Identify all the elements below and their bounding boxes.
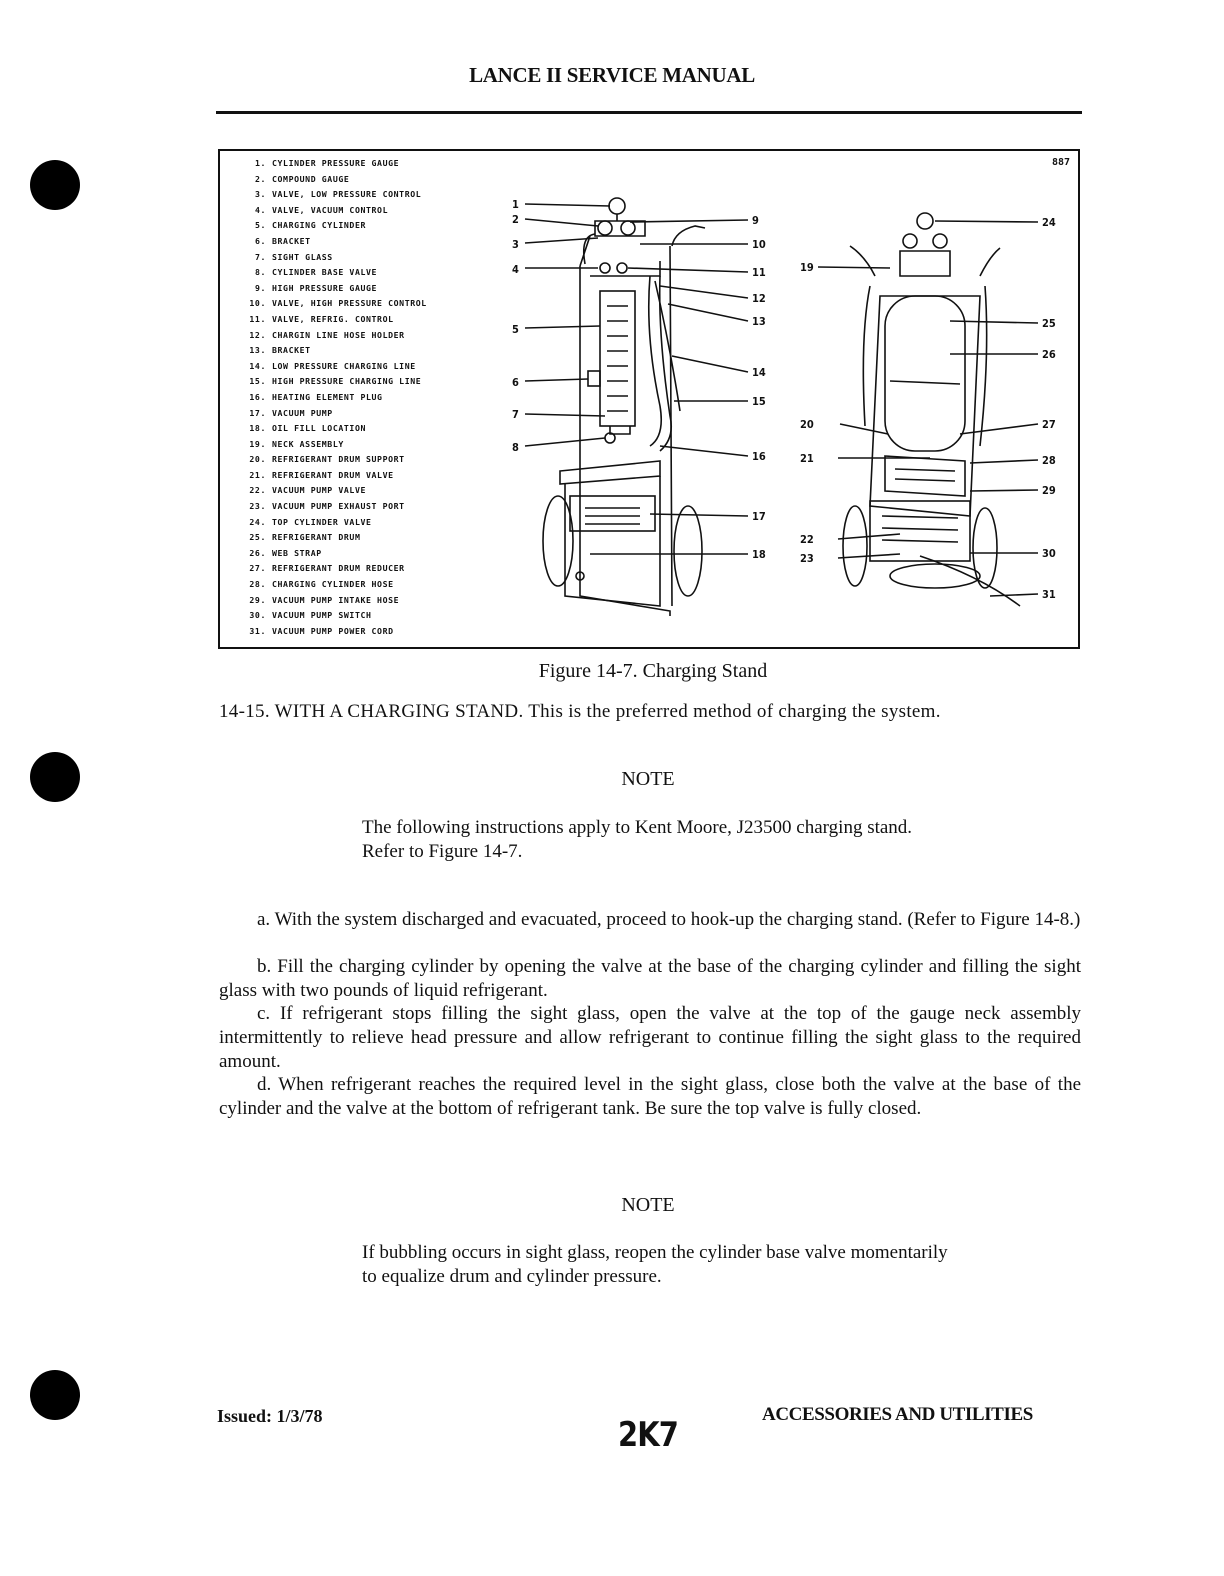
legend-item-label: HIGH PRESSURE CHARGING LINE [272, 376, 422, 387]
legend-item-label: CHARGIN LINE HOSE HOLDER [272, 329, 405, 340]
section-paragraph: 14-15. WITH A CHARGING STAND. This is the preferred method of charging the system. [219, 701, 941, 722]
legend-item [242, 218, 427, 234]
legend-item [242, 499, 427, 515]
legend-item-label: VACUUM PUMP INTAKE HOSE [272, 594, 400, 605]
legend-item [242, 624, 427, 640]
legend-item-number: 15. [249, 376, 266, 387]
callout-27: 27 [1042, 418, 1056, 431]
figure-charging-stand [218, 149, 1080, 649]
callout-16: 16 [752, 450, 766, 463]
legend-item-number: 17. [249, 407, 266, 418]
callout-13: 13 [752, 315, 766, 328]
legend-item [242, 546, 427, 562]
legend-item-number: 30. [249, 610, 266, 621]
legend-item-label: BRACKET [272, 235, 311, 246]
legend-item-label: REFRIGERANT DRUM REDUCER [272, 563, 405, 574]
legend-item [242, 203, 427, 219]
legend-item-number: 24. [249, 516, 266, 527]
legend-item-number: 21. [249, 469, 266, 480]
callout-20: 20 [800, 418, 814, 431]
legend-item [242, 515, 427, 531]
callout-19: 19 [800, 261, 814, 274]
left-wheel [543, 496, 573, 586]
legend-item-number: 23. [249, 501, 266, 512]
callout-25: 25 [1042, 317, 1056, 330]
charging-cylinder [600, 291, 635, 426]
callout-1: 1 [512, 198, 519, 211]
legend-item [242, 561, 427, 577]
legend-item [242, 359, 427, 375]
callout-2: 2 [512, 213, 519, 226]
legend-item-number: 4. [254, 204, 266, 215]
page-number: 2K7 [618, 1415, 679, 1455]
legend-item-label: VACUUM PUMP VALVE [272, 485, 366, 496]
punch-hole-bottom [30, 1370, 80, 1420]
legend-item [242, 265, 427, 281]
legend-item-number: 1. [254, 158, 266, 168]
legend-item-label: VALVE, HIGH PRESSURE CONTROL [272, 298, 427, 309]
legend-item-label: VACUUM PUMP [272, 407, 333, 418]
legend-item-label: VALVE, LOW PRESSURE CONTROL [272, 189, 422, 200]
legend-item-number: 20. [249, 454, 266, 465]
section-title: ACCESSORIES AND UTILITIES [762, 1404, 1033, 1425]
legend-item [242, 312, 427, 328]
callout-15: 15 [752, 395, 766, 408]
left-stand-frame [580, 266, 670, 616]
legend-item-label: VALVE, REFRIG. CONTROL [272, 313, 394, 324]
step-a: a. With the system discharged and evacuated, proceed to hook-up the charging stand. (Refer to Figure 14-8.) [257, 909, 1081, 930]
callout-10: 10 [752, 238, 766, 251]
right-stand-frame [870, 296, 980, 516]
legend-item-number: 29. [249, 594, 266, 605]
legend-item-label: LOW PRESSURE CHARGING LINE [272, 360, 416, 371]
step-d: d. When refrigerant reaches the required level in the sight glass, close both the valve at the base of the cylinder and the valve at the bottom of refrigerant tank. Be sure the top valve is fully closed. [219, 1074, 1081, 1119]
header-rule [216, 111, 1082, 114]
legend-item-number: 10. [249, 298, 266, 309]
legend-item [242, 421, 427, 437]
note-text-2: If bubbling occurs in sight glass, reopen the cylinder base valve momentarily to equalize drum and cylinder pressure. [362, 1242, 948, 1287]
callout-17: 17 [752, 510, 766, 523]
callout-26: 26 [1042, 348, 1056, 361]
punch-hole-top [30, 160, 80, 210]
legend-item-label: CYLINDER BASE VALVE [272, 267, 378, 278]
legend-item [242, 390, 427, 406]
callout-29: 29 [1042, 484, 1056, 497]
legend-item-number: 8. [254, 267, 266, 278]
legend-item [242, 296, 427, 312]
legend-item-label: VALVE, VACUUM CONTROL [272, 204, 389, 215]
legend-item-number: 16. [249, 391, 266, 402]
legend-item-number: 12. [249, 329, 266, 340]
legend-item-number: 19. [249, 438, 266, 449]
legend-item-label: VACUUM PUMP EXHAUST PORT [272, 501, 405, 512]
callout-6: 6 [512, 376, 519, 389]
refrigerant-drum [885, 296, 965, 451]
callout-9: 9 [752, 214, 759, 227]
legend-item-label: REFRIGERANT DRUM [272, 532, 361, 543]
legend-item [242, 250, 427, 266]
legend-item-label: SIGHT GLASS [272, 251, 333, 262]
legend-item-number: 9. [254, 282, 266, 293]
legend-item [242, 374, 427, 390]
legend-item-number: 2. [254, 173, 266, 184]
legend-item-number: 26. [249, 547, 266, 558]
legend-item-label: HEATING ELEMENT PLUG [272, 391, 383, 402]
callout-4: 4 [512, 263, 519, 276]
legend-item-label: REFRIGERANT DRUM VALVE [272, 469, 394, 480]
callout-11: 11 [752, 266, 766, 279]
callout-12: 12 [752, 292, 766, 305]
legend-item-number: 27. [249, 563, 266, 574]
legend-item [242, 234, 427, 250]
right-stand-left-wheel [843, 506, 867, 586]
callout-31: 31 [1042, 588, 1056, 601]
page-header-title: LANCE II SERVICE MANUAL [469, 63, 755, 87]
legend-item [242, 468, 427, 484]
figure-id: 887 [1051, 157, 1070, 168]
callout-24: 24 [1042, 216, 1056, 229]
legend-item-label: BRACKET [272, 345, 311, 356]
legend-item [242, 483, 427, 499]
note-heading-1: NOTE [621, 768, 675, 790]
legend-item-number: 11. [249, 313, 266, 324]
legend-item-label: TOP CYLINDER VALVE [272, 516, 372, 527]
callout-28: 28 [1042, 454, 1056, 467]
legend-item [242, 281, 427, 297]
legend-item [242, 187, 427, 203]
legend-item-number: 6. [254, 235, 266, 246]
legend-item-label: COMPOUND GAUGE [272, 173, 350, 184]
legend-item-number: 28. [249, 579, 266, 590]
step-c: c. If refrigerant stops filling the sight glass, open the valve at the top of the gauge neck assembly intermittently to relieve head pressure and allow refrigerant to continue filling the sight glass to the required amount. [219, 1003, 1081, 1072]
right-stand-right-wheel [973, 508, 997, 588]
charging-stand-diagram [510, 176, 1065, 646]
callout-14: 14 [752, 366, 766, 379]
legend-item [242, 530, 427, 546]
callout-8: 8 [512, 441, 519, 454]
issued-date: Issued: 1/3/78 [217, 1406, 323, 1426]
legend-item [242, 452, 427, 468]
vacuum-pump [570, 496, 655, 531]
legend-item-label: OIL FILL LOCATION [272, 423, 366, 434]
callout-22: 22 [800, 533, 814, 546]
figure-caption: Figure 14-7. Charging Stand [538, 660, 768, 682]
legend-item-number: 14. [249, 360, 266, 371]
legend-item-label: NECK ASSEMBLY [272, 438, 344, 449]
legend-item-number: 18. [249, 423, 266, 434]
legend-item [242, 343, 427, 359]
legend-item-label: REFRIGERANT DRUM SUPPORT [272, 454, 405, 465]
note-text-1: The following instructions apply to Kent Moore, J23500 charging stand. Refer to Figure 14-7. [362, 817, 913, 862]
legend-item-number: 25. [249, 532, 266, 543]
callout-21: 21 [800, 452, 814, 465]
callout-30: 30 [1042, 547, 1056, 560]
right-wheel [674, 506, 702, 596]
legend-item-label: CHARGING CYLINDER HOSE [272, 579, 394, 590]
legend-item-number: 13. [249, 345, 266, 356]
legend-item-number: 31. [249, 625, 266, 636]
step-b: b. Fill the charging cylinder by opening the valve at the base of the charging cylinder and filling the sight glass with two pounds of liquid refrigerant. [219, 956, 1081, 1001]
legend-item [242, 608, 427, 624]
legend-item [242, 437, 427, 453]
callout-23: 23 [800, 552, 814, 565]
legend-item-label: CYLINDER PRESSURE GAUGE [272, 158, 400, 168]
legend-item-label: WEB STRAP [272, 547, 322, 558]
legend-item-label: VACUUM PUMP POWER CORD [272, 625, 394, 636]
callout-5: 5 [512, 323, 519, 336]
callout-18: 18 [752, 548, 766, 561]
legend-item [242, 156, 427, 172]
legend-item [242, 406, 427, 422]
legend-item [242, 328, 427, 344]
callout-3: 3 [512, 238, 519, 251]
legend-item [242, 593, 427, 609]
legend-item-number: 22. [249, 485, 266, 496]
legend-item [242, 172, 427, 188]
legend-item-label: HIGH PRESSURE GAUGE [272, 282, 378, 293]
legend-item [242, 577, 427, 593]
legend-item-label: CHARGING CYLINDER [272, 220, 366, 231]
legend-item-number: 7. [254, 251, 266, 262]
legend-item-number: 3. [254, 189, 266, 200]
note-heading-2: NOTE [621, 1194, 675, 1216]
legend-item-number: 5. [254, 220, 266, 231]
figure-legend [242, 156, 427, 639]
callout-7: 7 [512, 408, 519, 421]
legend-item-label: VACUUM PUMP SWITCH [272, 610, 372, 621]
